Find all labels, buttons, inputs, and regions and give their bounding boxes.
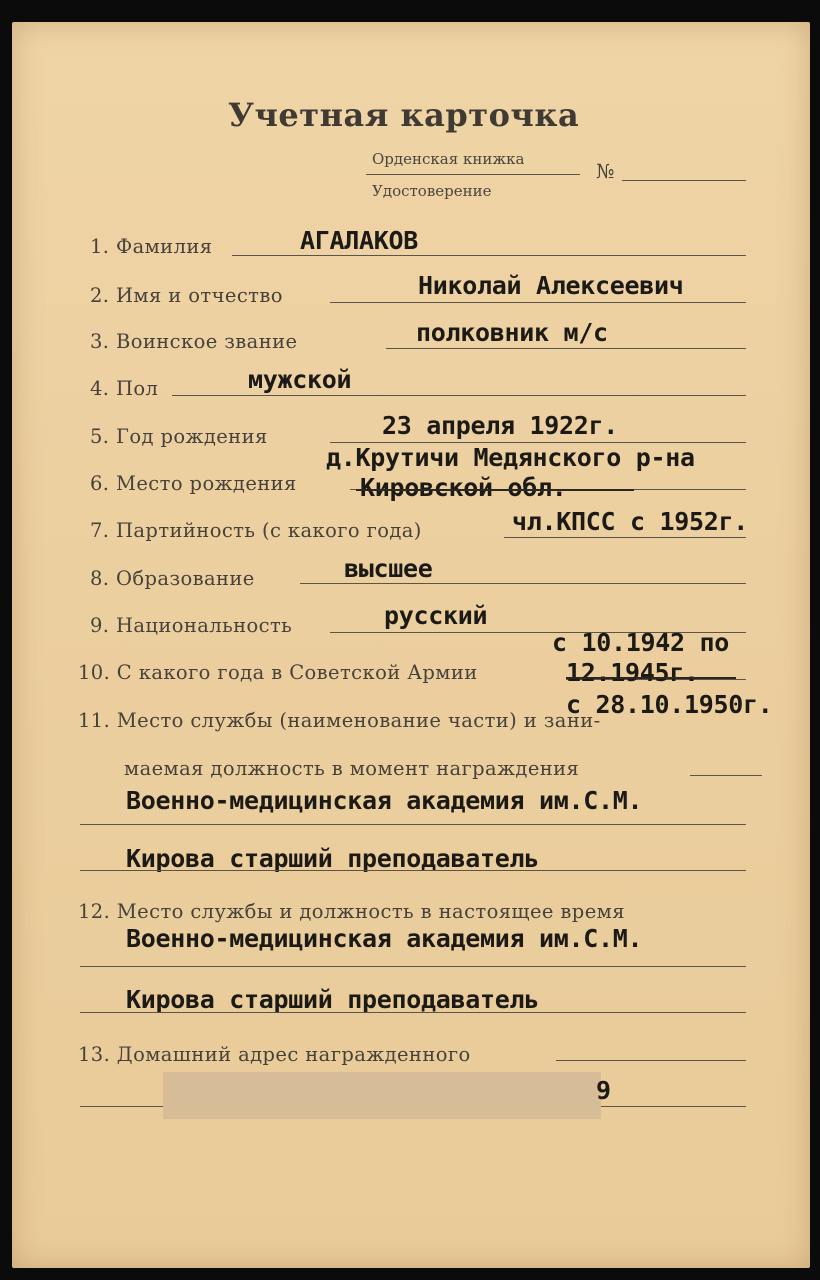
field-value-rank: полковник м/с [416,318,608,347]
field-line [172,395,746,396]
field-value-service-place-2: Кирова старший преподаватель [126,844,540,873]
field-value-surname: АГАЛАКОВ [300,226,419,255]
field-label-army: 10. С какого года в Советской Армии [78,661,478,684]
number-label: № [596,160,615,183]
field-label-service-place-1: 11. Место службы (наименование части) и зани- [78,709,601,732]
field-value-current-service-1: Военно-медицинская академия им.С.М. [126,924,643,953]
field-line [386,348,746,349]
field-value-birthplace-2: Кировской обл. [360,473,567,502]
field-value-service-place-1: Военно-медицинская академия им.С.М. [126,786,643,815]
field-value-army-3: с 28.10.1950г. [566,690,773,719]
field-value-name: Николай Алексеевич [418,271,684,300]
field-label-rank: 3. Воинское звание [90,330,298,353]
field-label-service-place-2: маемая должность в момент награждения [124,757,580,780]
field-value-current-service-2: Кирова старший преподаватель [126,985,540,1014]
redacted-address-block [163,1072,601,1119]
field-value-birthplace-1: д.Крутичи Медянского р-на [326,443,695,472]
field-label-education: 8. Образование [90,567,255,590]
field-line [300,583,746,584]
card-title: Учетная карточка [228,96,580,134]
field-line [80,870,746,871]
field-label-sex: 4. Пол [90,377,159,400]
field-line [504,537,746,538]
field-line [80,824,746,825]
field-value-birth-year: 23 апреля 1922г. [382,411,619,440]
field-line [80,966,746,967]
field-value-sex: мужской [248,365,352,394]
field-line [80,1012,746,1013]
field-label-birthplace: 6. Место рождения [90,472,297,495]
field-line [330,302,746,303]
field-label-birth-year: 5. Год рождения [90,425,268,448]
doc-type-divider [366,174,580,175]
field-label-surname: 1. Фамилия [90,235,213,258]
field-value-home-address-tail: 9 [596,1076,611,1105]
field-value-nationality: русский [384,601,488,630]
strike-through [566,677,736,679]
doc-type-order-book: Орденская книжка [372,150,525,168]
field-value-party: чл.КПСС с 1952г. [512,507,749,536]
number-line [622,180,746,181]
strike-through [356,489,634,491]
field-value-army-1: с 10.1942 по [552,628,730,657]
field-label-nationality: 9. Национальность [90,614,293,637]
doc-type-certificate: Удостоверение [372,182,492,200]
field-line [556,1060,746,1061]
field-line [232,255,746,256]
field-label-name: 2. Имя и отчество [90,284,283,307]
field-value-army-2: 12.1945г. [566,658,699,687]
field-line [690,775,762,776]
field-label-current-service: 12. Место службы и должность в настоящее время [78,900,625,923]
field-label-party: 7. Партийность (с какого года) [90,519,422,542]
field-label-home-address: 13. Домашний адрес награжденного [78,1043,471,1066]
field-value-education: высшее [344,554,433,583]
